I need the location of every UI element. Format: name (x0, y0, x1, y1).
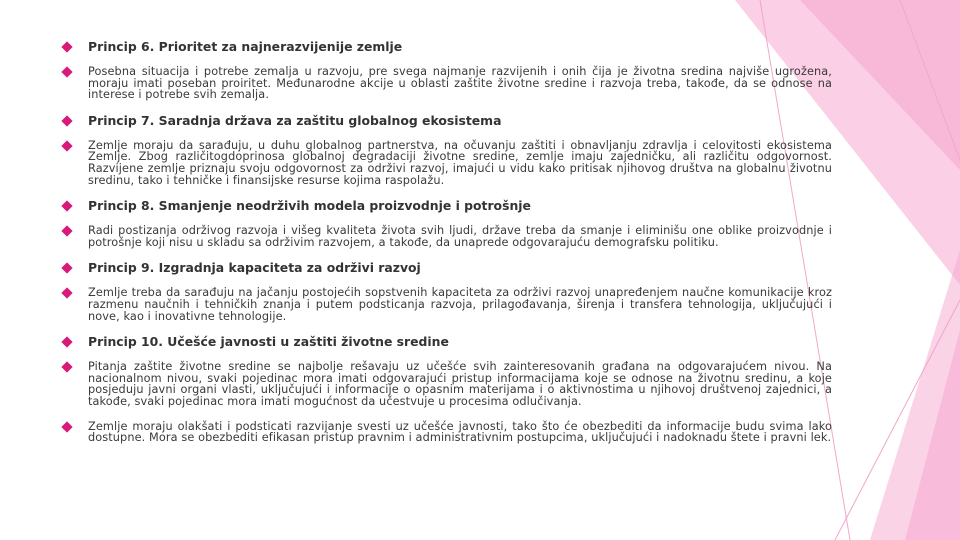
principle-paragraph (62, 361, 832, 407)
principle-heading (62, 40, 832, 54)
principle-heading-text: Princip 10. Učešće javnosti u zaštiti životne sredine (88, 334, 449, 350)
diamond-bullet-icon (61, 361, 72, 372)
principle-heading (62, 335, 832, 349)
principle-paragraph-text: Zemlje treba da sarađuju na jačanju postojećih sopstvenih kapaciteta za održivi razvoj unapređenjem naučne komunikacije kroz razmenu naučnih i tehničkih znanja i putem podsticanja razvoja, prilagođavanja, širenja i transfera tehnologija, uključujući i nove, kao i inovativne tehnologije. (88, 286, 832, 323)
principle-heading-text: Princip 9. Izgradnja kapaciteta za održivi razvoj (88, 260, 421, 276)
principle-paragraph-text: Zemlje moraju olakšati i podsticati razvijanje svesti uz učešće javnosti, tako što će obezbediti da informacije budu svima lako dostupne. Mora se obezbediti efikasan pristup pravnim i administrativnim postupcima, uključujući i nadoknadu štete i pravni lek. (88, 419, 832, 445)
principles-list (62, 40, 832, 457)
diamond-bullet-icon (61, 66, 72, 77)
diamond-bullet-icon (61, 200, 72, 211)
principle-heading-text: Princip 6. Prioritet za najnerazvijenije zemlje (88, 39, 403, 54)
diamond-bullet-icon (61, 336, 72, 347)
principle-paragraph-text: Pitanja zaštite životne sredine se najbolje rešavaju uz učešće svih zainteresovanih građana na odgovarajućem nivou. Na nacionalnom nivou, svaki pojedinac mora imati odgovarajući pristup informacijama koje se odnose na životnu sredinu, a koje posjeduju javni organi vlasti, uključujući i informacije o opasnim materijama i o aktivnostima u njihovoj društvenoj zajednici, a takođe, svaki pojedinac mora imati mogućnost da učestvuje u procesima odlučivanja. (88, 360, 832, 408)
diamond-bullet-icon (61, 225, 72, 236)
principle-heading-text: Princip 7. Saradnja država za zaštitu globalnog ekosistema (88, 112, 502, 128)
diamond-bullet-icon (61, 41, 72, 52)
principle-paragraph-text: Radi postizanja održivog razvoja i višeg kvaliteta života svih ljudi, države treba da smanje i eliminišu one oblike proizvodnje i potrošnje koji nisu u skladu sa održivim razvojem, a takođe, da unaprede odgovarajuću demografsku politiku. (88, 224, 832, 249)
principle-heading-text: Princip 8. Smanjenje neodrživih modela proizvodnje i potrošnje (88, 198, 531, 214)
principle-heading (62, 114, 832, 128)
diamond-bullet-icon (61, 288, 72, 299)
principle-paragraph (62, 66, 832, 101)
diamond-bullet-icon (61, 263, 72, 274)
diamond-bullet-icon (61, 115, 72, 126)
principle-paragraph-text: Zemlje moraju da sarađuju, u duhu globalnog partnerstva, na očuvanju zaštiti i obnavljanju zdravlja i celovitosti ekosistema Zemlje. Zbog različitogdoprinosa globalnoj degradaciji životne sredine, zemlje imaju zajedničku, ali različitu odgovornost. Razvijene zemlje priznaju svoju odgovornost za održivi razvoj, imajući u vidu kako pritisak njihovog društva na globalnu životnu sredinu, tako i tehničke i finansijske resurse kojima raspolažu. (88, 138, 832, 187)
principle-paragraph (62, 225, 832, 248)
principle-heading (62, 199, 832, 213)
principle-paragraph (62, 140, 832, 186)
diamond-bullet-icon (61, 140, 72, 151)
principle-heading (62, 261, 832, 275)
principle-paragraph-text: Posebna situacija i potrebe zemalja u razvoju, pre svega najmanje razvijenih i onih čija je životna sredina najviše ugrožena, moraju imati poseban proiritet. Međunarodne akcije u oblasti zaštite životne sredine i razvoja treba, takođe, da se odnose na interese i potrebe svih zemalja. (88, 65, 832, 102)
principle-paragraph (62, 287, 832, 322)
diamond-bullet-icon (61, 421, 72, 432)
principle-paragraph (62, 421, 832, 444)
